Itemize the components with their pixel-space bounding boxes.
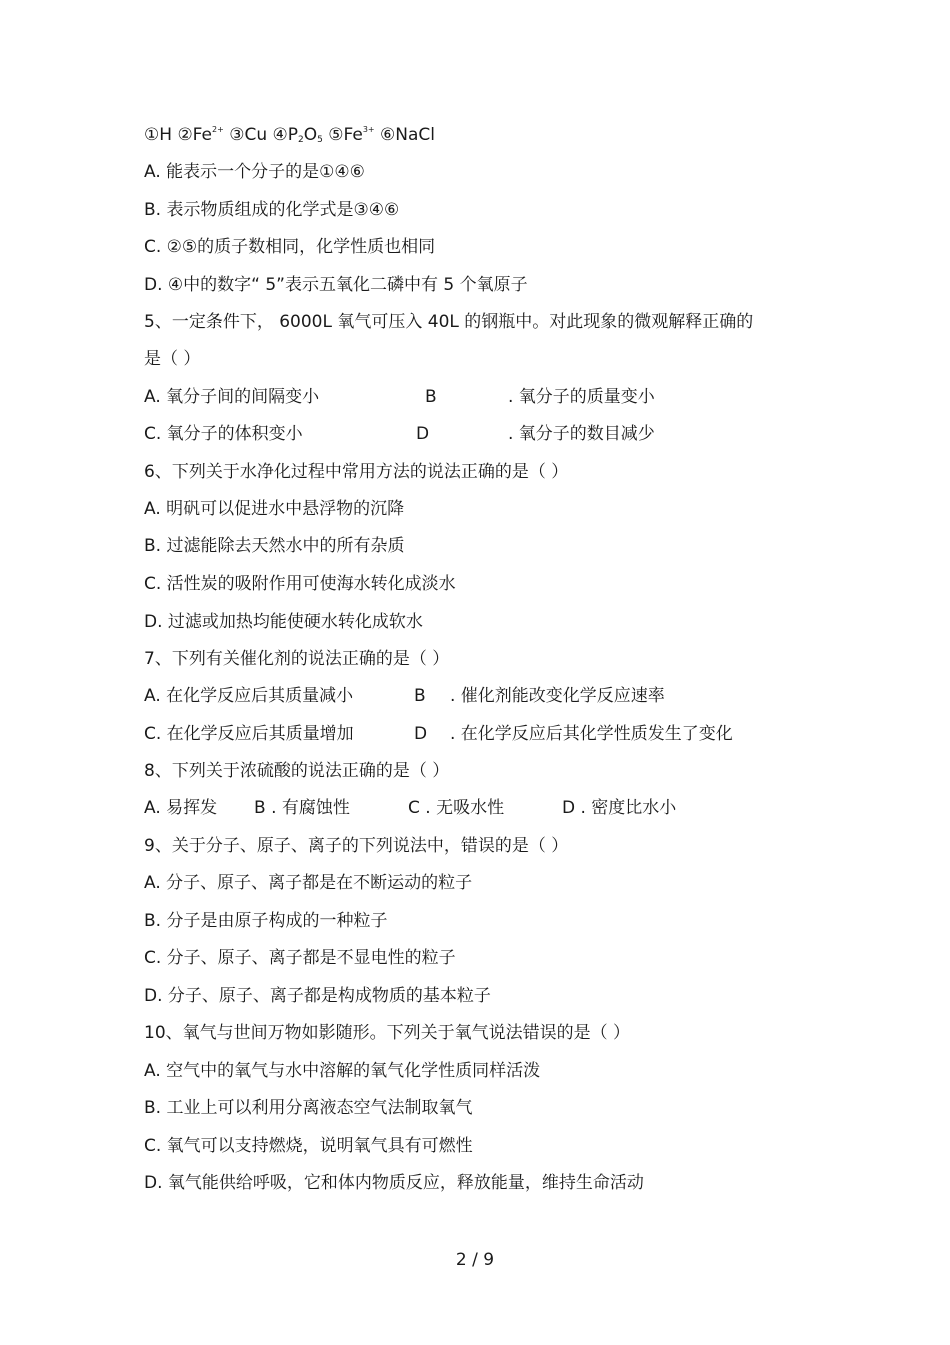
formula-6: ⑥NaCl bbox=[380, 125, 435, 145]
q6-option-a: A. 明矾可以促进水中悬浮物的沉降 bbox=[144, 499, 405, 519]
page-number: 2 / 9 bbox=[455, 1250, 495, 1270]
charge-superscript: 2+ bbox=[212, 125, 224, 134]
q4-option-b: B. 表示物质组成的化学式是③④⑥ bbox=[144, 200, 400, 220]
q7-option-d-letter: D bbox=[414, 724, 428, 744]
q8-option-c: C . 无吸水性 bbox=[408, 798, 505, 818]
q9-option-c: C. 分子、原子、离子都是不显电性的粒子 bbox=[144, 948, 456, 968]
q5-option-b-letter: B bbox=[425, 387, 437, 407]
formula-3: ③Cu bbox=[229, 125, 268, 145]
q9-stem: 9、关于分子、原子、离子的下列说法中，错误的是（ ） bbox=[144, 836, 569, 856]
q8-stem: 8、下列关于浓硫酸的说法正确的是（ ） bbox=[144, 761, 450, 781]
q5-option-b: . 氧分子的质量变小 bbox=[508, 387, 655, 407]
q10-option-b: B. 工业上可以利用分离液态空气法制取氧气 bbox=[144, 1098, 473, 1118]
q5-option-a: A. 氧分子间的间隔变小 bbox=[144, 387, 320, 407]
formula-line bbox=[144, 124, 435, 146]
q6-stem: 6、下列关于水净化过程中常用方法的说法正确的是（ ） bbox=[144, 462, 569, 482]
q7-option-d: . 在化学反应后其化学性质发生了变化 bbox=[450, 724, 733, 744]
q7-stem: 7、下列有关催化剂的说法正确的是（ ） bbox=[144, 649, 450, 669]
q5-stem-continued: 是（ ） bbox=[144, 349, 201, 369]
q10-stem: 10、氧气与世间万物如影随形。下列关于氧气说法错误的是（ ） bbox=[144, 1023, 631, 1043]
q9-option-d: D. 分子、原子、离子都是构成物质的基本粒子 bbox=[144, 986, 491, 1006]
q4-option-c: C. ②⑤的质子数相同，化学性质也相同 bbox=[144, 237, 436, 257]
q6-option-d: D. 过滤或加热均能使硬水转化成软水 bbox=[144, 612, 423, 632]
q7-option-c: C. 在化学反应后其质量增加 bbox=[144, 724, 354, 744]
q5-option-d-letter: D bbox=[416, 424, 430, 444]
q8-option-a: A. 易挥发 bbox=[144, 798, 218, 818]
q10-option-a: A. 空气中的氧气与水中溶解的氧气化学性质同样活泼 bbox=[144, 1061, 541, 1081]
q6-option-c: C. 活性炭的吸附作用可使海水转化成淡水 bbox=[144, 574, 456, 594]
formula-1: ①H bbox=[144, 125, 173, 145]
charge-superscript: 3+ bbox=[362, 125, 375, 134]
q8-option-d: D . 密度比水小 bbox=[562, 798, 677, 818]
formula-5: $⑤Fe^{3+}$ bbox=[328, 125, 375, 145]
formula-2: $②Fe^{2+}$ bbox=[177, 125, 224, 145]
q6-option-b: B. 过滤能除去天然水中的所有杂质 bbox=[144, 536, 405, 556]
formula-4: $④P_2O_5$ bbox=[272, 125, 323, 145]
q4-option-a: A. 能表示一个分子的是①④⑥ bbox=[144, 162, 365, 182]
q8-option-b: B . 有腐蚀性 bbox=[254, 798, 350, 818]
q4-option-d: D. ④中的数字“ 5”表示五氧化二磷中有 5 个氧原子 bbox=[144, 275, 528, 295]
q7-option-b-letter: B bbox=[414, 686, 426, 706]
q9-option-b: B. 分子是由原子构成的一种粒子 bbox=[144, 911, 388, 931]
q5-option-d: . 氧分子的数目减少 bbox=[508, 424, 655, 444]
q7-option-a: A. 在化学反应后其质量减小 bbox=[144, 686, 354, 706]
q10-option-d: D. 氧气能供给呼吸，它和体内物质反应，释放能量，维持生命活动 bbox=[144, 1173, 644, 1193]
q7-option-b: . 催化剂能改变化学反应速率 bbox=[450, 686, 665, 706]
q9-option-a: A. 分子、原子、离子都是在不断运动的粒子 bbox=[144, 873, 473, 893]
q5-stem: 5、一定条件下， 6000L 氧气可压入 40L 的钢瓶中。对此现象的微观解释正确的 bbox=[144, 312, 754, 332]
q5-option-c: C. 氧分子的体积变小 bbox=[144, 424, 303, 444]
q10-option-c: C. 氧气可以支持燃烧，说明氧气具有可燃性 bbox=[144, 1136, 473, 1156]
